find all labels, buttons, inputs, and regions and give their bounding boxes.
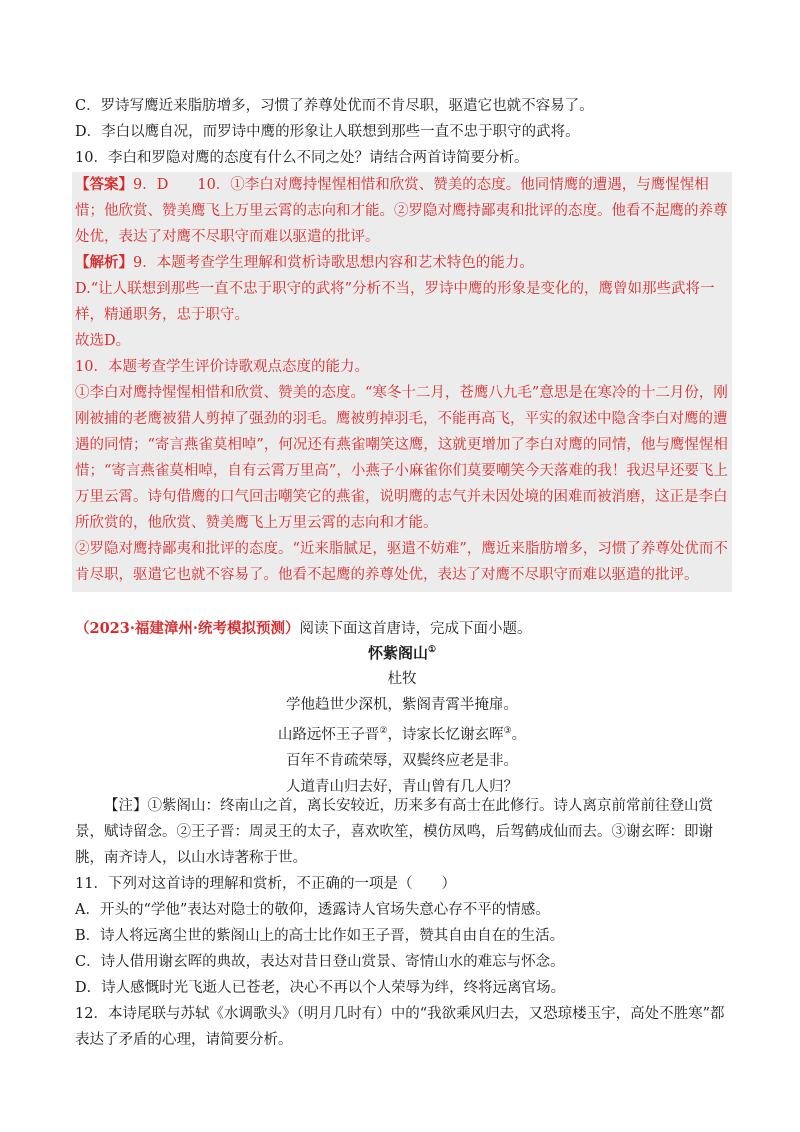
answer-section: [72, 172, 732, 592]
analysis-line-6: ②罗隐对鹰持鄙夷和批评的态度。“近来脂腻足，驱遣不妨难”，鹰近来脂肪增多，习惯了养尊处优而不肯尽职，驱遣它也就不容易了。他看不起鹰的养尊处优，表达了对鹰不尽职守而难以驱遣的批评。: [75, 541, 728, 583]
option-d2: D．诗人感慨时光飞逝人已苍老，决心不再以个人荣辱为绊，终将远离官场。: [75, 980, 566, 996]
analysis-line-3: 故选D。: [75, 333, 131, 349]
option-c: C．罗诗写鹰近来脂肪增多，习惯了养尊处优而不肯尽职，驱遣它也就不容易了。: [75, 98, 594, 114]
poem-author: 杜牧: [387, 671, 417, 687]
poem-title: 怀紫阁山①: [367, 644, 437, 662]
analysis-line-4: 10．本题考查学生评价诗歌观点态度的能力。: [75, 359, 369, 375]
answer-body: 9．D 10．①李白对鹰持惺惺相惜和欣赏、赞美的态度。他同情鹰的遭遇，与鹰惺惺相惜；他欣赏、赞美鹰飞上万里云霄的志向和才能。②罗隐对鹰持鄙夷和批评的态度。他看不起鹰的养尊处优，表达了对鹰不尽职守而难以驱遣的批评。: [75, 177, 728, 245]
option-b: B．诗人将远离尘世的紫阁山上的高士比作如王子晋，赞其自由自在的生活。: [75, 928, 565, 944]
questions: [75, 871, 729, 1053]
analysis-tag: 【解析】: [75, 254, 133, 271]
source-instruction: 阅读下面这首唐诗，完成下面小题。: [299, 621, 532, 637]
answer-tag: 【答案】: [75, 176, 133, 193]
poem-line-1: 学他趋世少深机，紫阁青霄半掩扉。: [286, 697, 518, 713]
poem: [75, 637, 729, 800]
question-11: 11．下列对这首诗的理解和赏析，不正确的一项是（ ）: [75, 876, 456, 892]
analysis-line-2: D.“让人联想到那些一直不忠于职守的武将”分析不当，罗诗中鹰的形象是变化的，鹰曾如那些武将一样，精通职务，忠于职守。: [75, 281, 715, 323]
option-c2: C．诗人借用谢玄晖的典故，表达对昔日登山赏景、寄情山水的难忘与怀念。: [75, 954, 565, 970]
prior-options: [75, 93, 729, 171]
poem-line-3: 百年不肯疏荣辱，双鬓终应老是非。: [286, 752, 518, 769]
question-10: 10．李白和罗隐对鹰的态度有什么不同之处？请结合两首诗简要分析。: [75, 150, 529, 166]
poem-line-4: 人道青山归去好，青山曾有几人归？: [286, 778, 518, 795]
analysis-line-1: 【解析】9．本题考查学生理解和赏析诗歌思想内容和艺术特色的能力。: [75, 254, 534, 271]
source-tag: （2023·福建漳州·统考模拟预测）: [75, 620, 300, 637]
notes: [75, 793, 729, 871]
answer-text: [75, 172, 732, 250]
option-a: A．开头的“学他”表达对隐士的敬仰，透露诗人官场失意心存不平的情感。: [75, 902, 550, 918]
note-paragraph: 【注】①紫阁山：终南山之首，离长安较近，历来多有高士在此修行。诗人离京前常前往登山赏景，赋诗留念。②王子晋：周灵王的太子，喜欢吹笙，模仿凤鸣，后驾鹤成仙而去。③谢玄晖：即谢朓，南齐诗人，以山水诗著称于世。: [75, 798, 713, 866]
poem-title-note: ①: [427, 645, 437, 655]
poem-line-2: 山路远怀王子晋②，诗家长忆谢玄晖③。: [277, 726, 527, 743]
option-d: D．李白以鹰自况，而罗诗中鹰的形象让人联想到那些一直不忠于职守的武将。: [75, 124, 580, 140]
analysis-line-5: ①李白对鹰持惺惺相惜和欣赏、赞美的态度。“寒冬十二月，苍鹰八九毛”意思是在寒冷的十二月份，刚刚被捕的老鹰被猎人剪掉了强劲的羽毛。鹰被剪掉羽毛，不能再高飞，平实的叙述中隐含李白对鹰的遭遇的同情；“寄言燕雀莫相啅”，何况还有燕雀嘲笑这鹰，这就更增加了李白对鹰的同情，他与鹰惺惺相惜；“寄言燕雀莫相啅，自有云霄万里高”，小燕子小麻雀你们莫要嘲笑今天落难的我！我迟早还要飞上万里云霄。诗句借鹰的口气回击嘲笑它的燕雀，说明鹰的志气并未因处境的困难而被消磨，这正是李白所欣赏的，他欣赏、赞美鹰飞上万里云霄的志向和才能。: [75, 385, 728, 531]
question-12: 12．本诗尾联与苏轼《水调歌头》（明月几时有）中的“我欲乘风归去，又恐琼楼玉宇，高处不胜寒”都表达了矛盾的心理，请简要分析。: [75, 1006, 725, 1048]
